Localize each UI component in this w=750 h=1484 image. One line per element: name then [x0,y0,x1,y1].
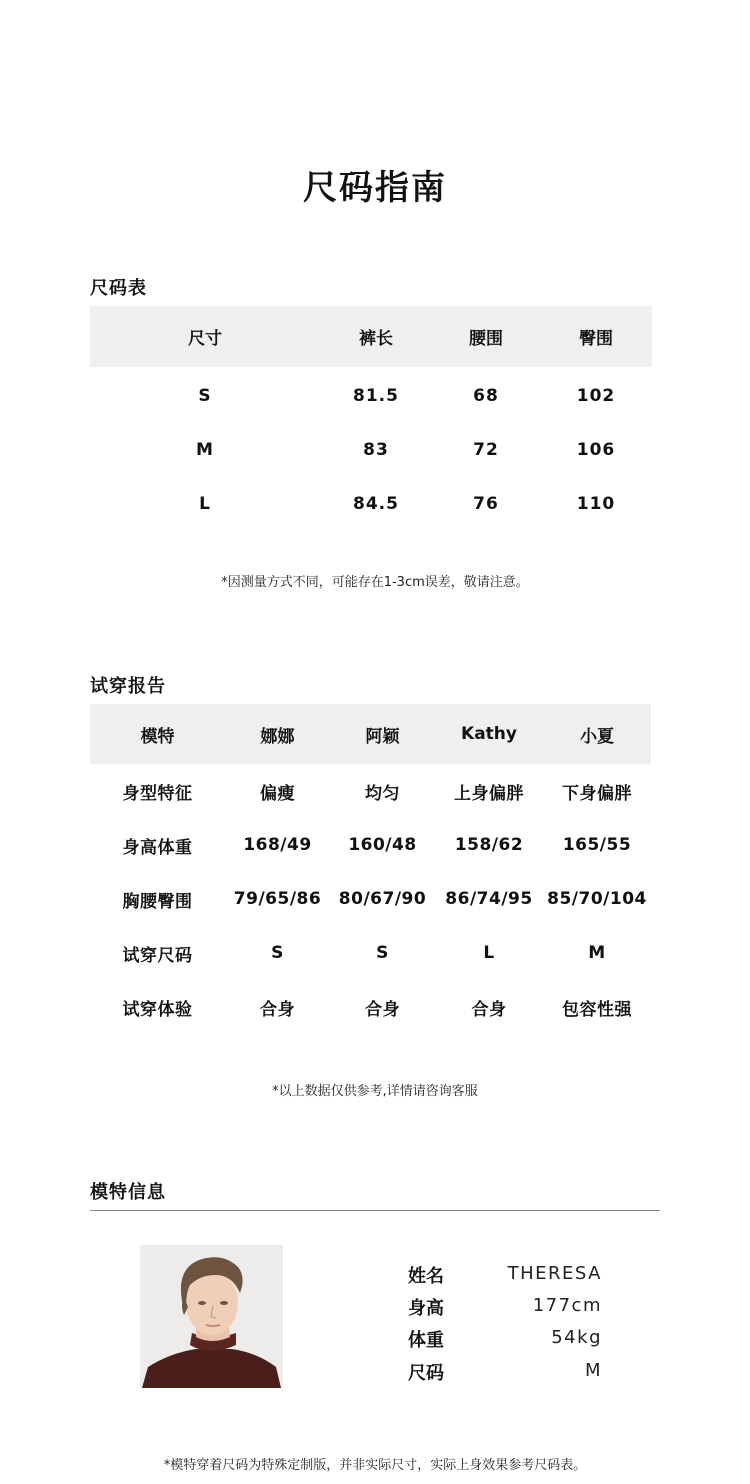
table-cell: 86/74/95 [445,889,533,909]
info-label: 尺码 [408,1363,444,1384]
table-cell: 85/70/104 [547,889,647,909]
size-header-cell: 臀围 [540,306,652,367]
model-info-row-name [408,1262,608,1292]
table-cell: 均匀 [365,783,400,804]
model-info-row-size [408,1359,608,1389]
table-cell: S [376,943,389,963]
table-cell: 168/49 [243,835,312,855]
table-row [90,980,651,1034]
table-cell: 79/65/86 [233,889,322,909]
table-cell: 106 [576,440,616,460]
table-cell: 72 [473,440,499,460]
table-cell: 上身偏胖 [454,783,524,804]
size-chart-note: *因测量方式不同，可能存在1-3cm误差，敬请注意。 [221,575,529,590]
fit-report-note: *以上数据仅供参考,详情请咨询客服 [272,1084,478,1099]
info-value: M [584,1360,602,1381]
table-cell: L [483,943,495,963]
info-label: 体重 [408,1330,444,1351]
table-cell: 160/48 [348,835,417,855]
table-cell: 身型特征 [122,783,193,804]
table-cell: 110 [576,494,616,514]
table-cell: 合身 [365,999,400,1020]
table-row [90,477,652,531]
table-cell: 偏瘦 [260,783,295,804]
table-cell: 合身 [471,999,507,1020]
size-chart-header-row [90,306,652,367]
table-row [90,926,651,980]
table-row [90,423,652,477]
fit-report-header-row [90,704,651,764]
table-cell: S [271,943,284,963]
table-row [90,764,651,818]
table-cell: M [588,943,606,963]
model-portrait [140,1245,283,1388]
table-cell: 下身偏胖 [562,783,632,804]
fit-header-cell: 娜娜 [225,704,330,764]
table-cell: 胸腰臀围 [122,891,193,912]
size-header-cell: 腰围 [432,306,540,367]
fit-report-title: 试穿报告 [90,676,166,697]
model-info-title: 模特信息 [90,1182,166,1203]
table-cell: L [199,494,211,514]
table-cell: 81.5 [353,386,399,406]
info-label: 姓名 [408,1266,444,1287]
table-cell: 158/62 [454,835,524,855]
fit-report-table [90,704,651,1034]
table-cell: 68 [473,386,499,406]
model-info-footnote: *模特穿着尺码为特殊定制版，并非实际尺寸，实际上身效果参考尺码表。 [163,1458,587,1473]
table-cell: 102 [576,386,616,406]
fit-header-cell: Kathy [435,704,543,764]
table-cell: 76 [473,494,499,514]
table-cell: 84.5 [353,494,399,514]
page-title: 尺码指南 [303,168,447,208]
fit-header-cell: 模特 [90,704,225,764]
model-info-row-weight [408,1326,608,1356]
table-cell: M [196,440,214,460]
table-row [90,872,651,926]
size-header-cell: 尺寸 [90,306,320,367]
fit-header-cell: 小夏 [543,704,651,764]
info-value: THERESA [507,1263,602,1284]
table-cell: 合身 [260,999,295,1020]
table-cell: 试穿体验 [122,999,193,1020]
table-cell: 165/55 [562,835,632,855]
fit-header-cell: 阿颖 [330,704,435,764]
table-cell: 试穿尺码 [122,945,193,966]
table-cell: 80/67/90 [338,889,427,909]
info-label: 身高 [408,1298,444,1319]
table-row [90,818,651,872]
model-info-row-height [408,1294,608,1324]
table-cell: 身高体重 [122,837,193,858]
size-chart [90,306,652,531]
table-cell: 83 [363,440,389,460]
table-cell: S [198,386,212,406]
section-divider [90,1210,660,1211]
size-header-cell: 裤长 [320,306,432,367]
info-value: 54kg [551,1327,602,1348]
size-chart-title: 尺码表 [90,278,147,299]
table-cell: 包容性强 [562,999,632,1020]
info-value: 177cm [532,1295,602,1316]
table-row [90,367,652,423]
